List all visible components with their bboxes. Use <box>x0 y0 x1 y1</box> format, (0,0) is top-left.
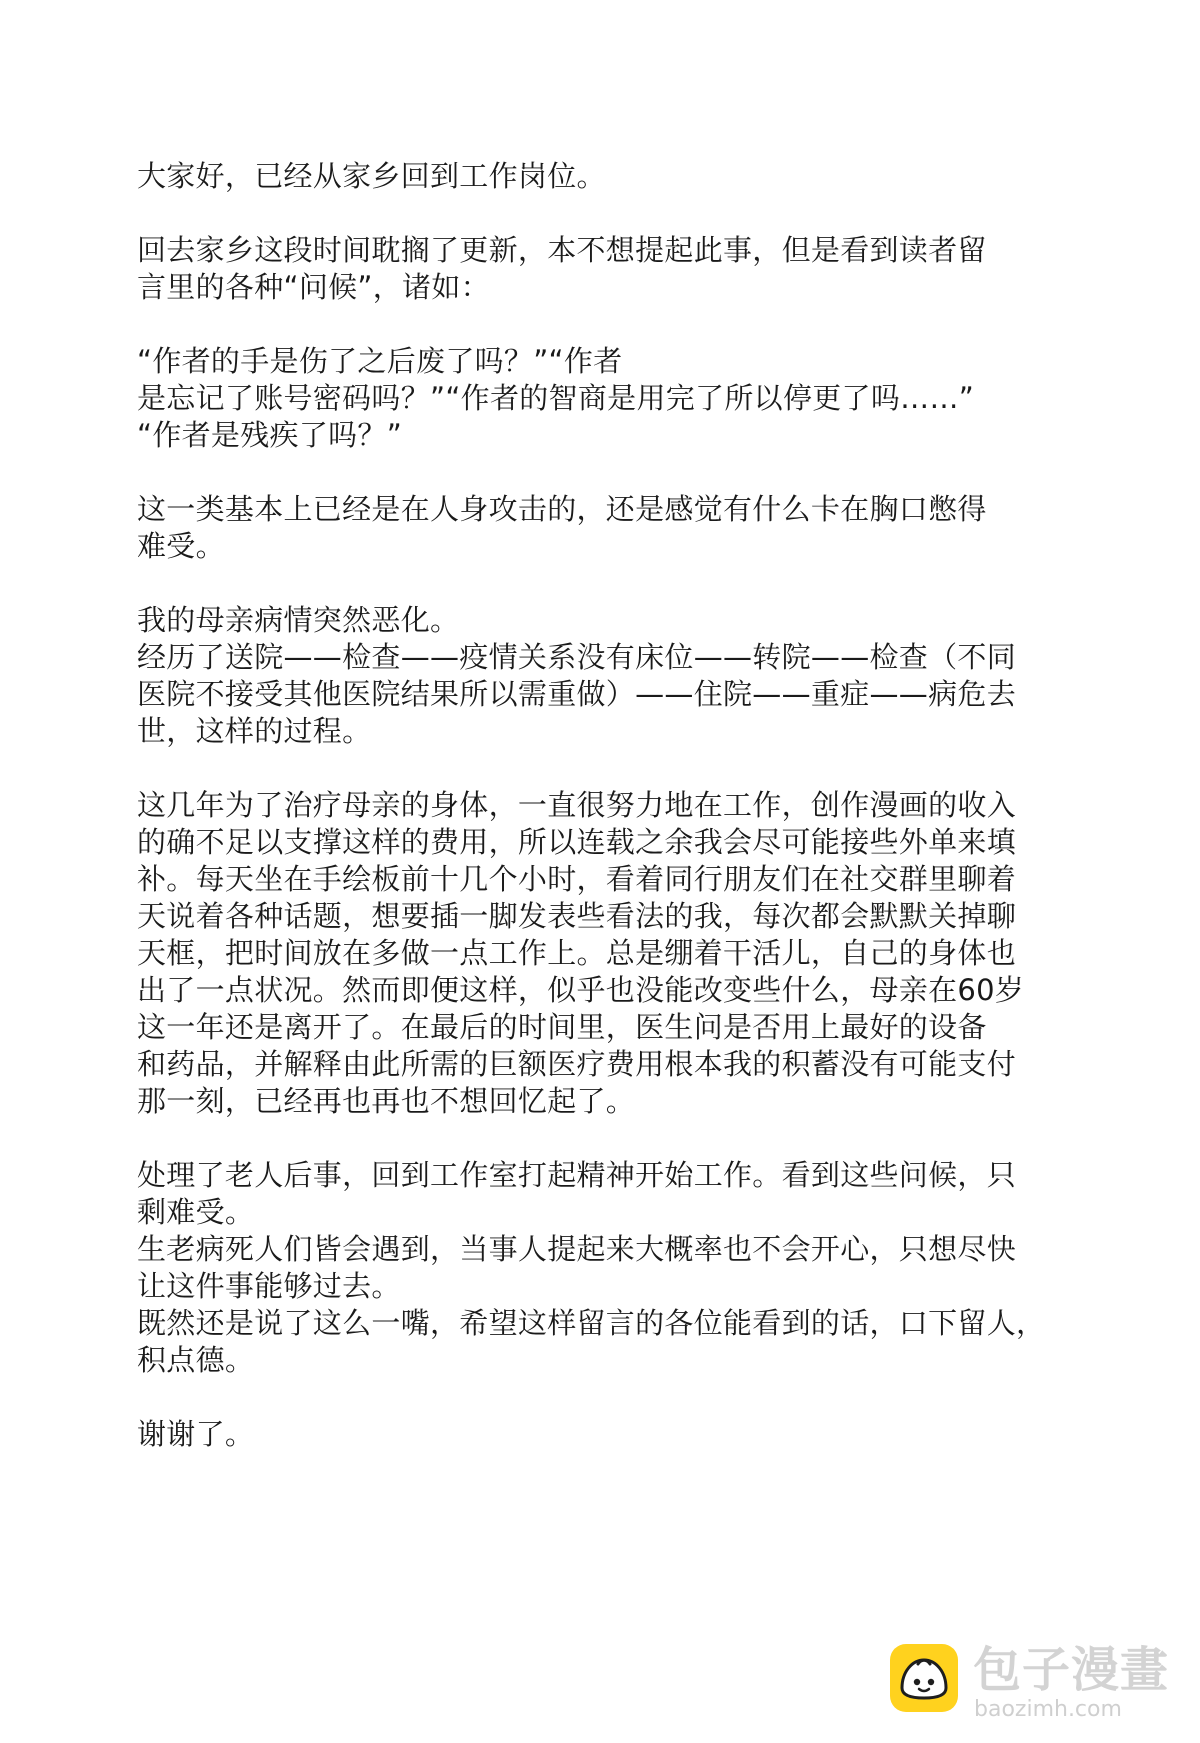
bun-mascot-icon <box>888 1642 960 1714</box>
paragraph-hiatus <box>137 232 1097 306</box>
text-line: 天框，把时间放在多做一点工作上。总是绷着干活儿，自己的身体也 <box>137 936 1017 970</box>
site-watermark <box>888 1640 1178 1724</box>
text-line: “作者是残疾了吗？” <box>137 418 403 452</box>
paragraph-thanks <box>137 1416 1097 1453</box>
paragraph-reaction <box>137 491 1097 565</box>
text-line: 这几年为了治疗母亲的身体，一直很努力地在工作，创作漫画的收入 <box>137 788 1017 822</box>
author-notice <box>137 158 1097 1490</box>
text-line: 世，这样的过程。 <box>137 714 372 748</box>
watermark-title: 包子漫畫 <box>973 1642 1170 1698</box>
text-line: “作者的手是伤了之后废了吗？”“作者 <box>137 344 623 378</box>
text-line: 谢谢了。 <box>137 1417 255 1451</box>
text-line: 那一刻，已经再也再也不想回忆起了。 <box>137 1084 636 1118</box>
paragraph-reader-comments <box>137 343 1097 454</box>
text-line: 处理了老人后事，回到工作室打起精神开始工作。看到这些问候，只 <box>137 1158 1017 1192</box>
text-line: 补。每天坐在手绘板前十几个小时，看着同行朋友们在社交群里聊着 <box>137 862 1017 896</box>
text-line: 出了一点状况。然而即便这样，似乎也没能改变些什么，母亲在60岁 <box>137 973 1025 1007</box>
watermark-url: baozimh.com <box>974 1697 1122 1722</box>
text-line: 经历了送院——检查——疫情关系没有床位——转院——检查（不同 <box>137 640 1017 674</box>
text-line: 大家好，已经从家乡回到工作岗位。 <box>137 159 606 193</box>
paragraph-aftermath <box>137 1157 1097 1379</box>
text-line: 医院不接受其他医院结果所以需重做）——住院——重症——病危去 <box>137 677 1017 711</box>
paragraph-work-years <box>137 787 1097 1120</box>
text-line: 难受。 <box>137 529 225 563</box>
text-line: 生老病死人们皆会遇到，当事人提起来大概率也不会开心，只想尽快 <box>137 1232 1017 1266</box>
text-line: 这一年还是离开了。在最后的时间里，医生问是否用上最好的设备 <box>137 1010 987 1044</box>
text-line: 和药品，并解释由此所需的巨额医疗费用根本我的积蓄没有可能支付 <box>137 1047 1017 1081</box>
text-line: 回去家乡这段时间耽搁了更新，本不想提起此事，但是看到读者留 <box>137 233 987 267</box>
text-line: 这一类基本上已经是在人身攻击的，还是感觉有什么卡在胸口憋得 <box>137 492 987 526</box>
text-line: 天说着各种话题，想要插一脚发表些看法的我，每次都会默默关掉聊 <box>137 899 1017 933</box>
text-line: 剩难受。 <box>137 1195 255 1229</box>
text-line: 言里的各种“问候”，诸如： <box>137 270 490 304</box>
text-line: 让这件事能够过去。 <box>137 1269 401 1303</box>
paragraph-mother-illness <box>137 602 1097 750</box>
text-line: 既然还是说了这么一嘴，希望这样留言的各位能看到的话，口下留人， <box>137 1306 1046 1340</box>
text-line: 积点德。 <box>137 1343 255 1377</box>
text-line: 是忘记了账号密码吗？”“作者的智商是用完了所以停更了吗……” <box>137 381 975 415</box>
paragraph-greeting <box>137 158 1097 195</box>
text-line: 的确不足以支撑这样的费用，所以连载之余我会尽可能接些外单来填 <box>137 825 1017 859</box>
text-line: 我的母亲病情突然恶化。 <box>137 603 460 637</box>
